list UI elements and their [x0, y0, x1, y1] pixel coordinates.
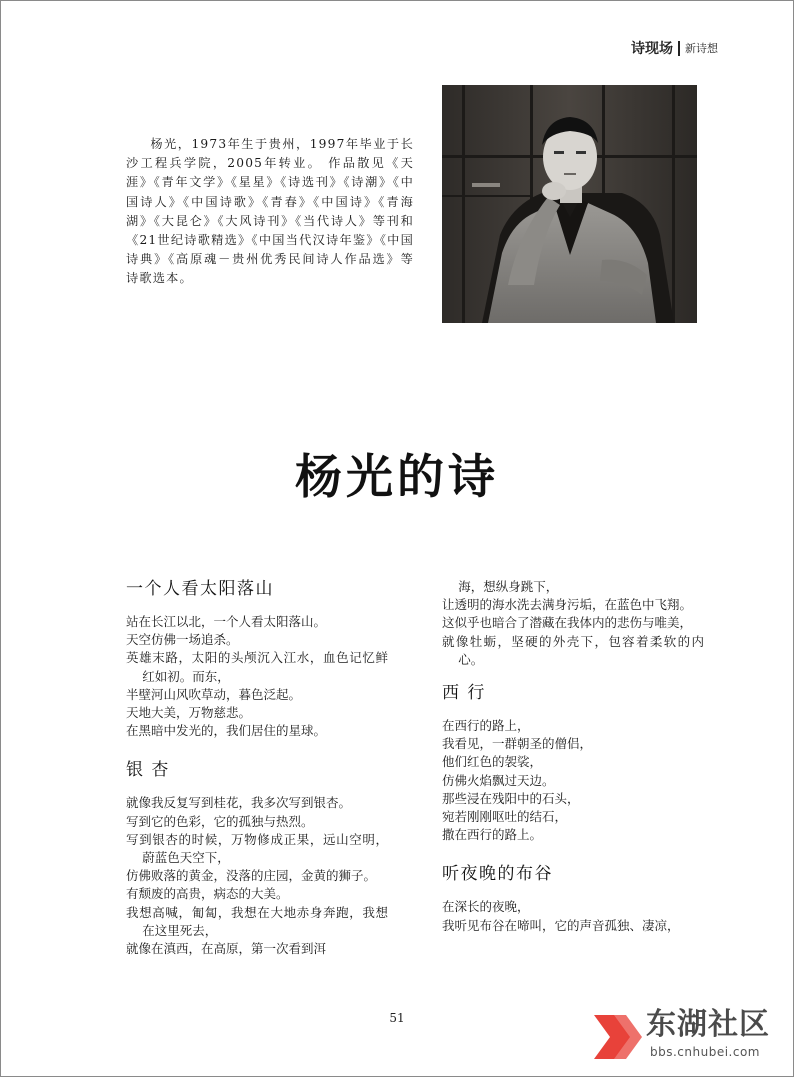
subsection-name: 新诗想 — [685, 42, 718, 55]
poem-line: 那些浸在残阳中的石头， — [442, 790, 580, 806]
poem-line: 宛若刚刚呕吐的结石， — [442, 809, 568, 825]
poem-title: 银 杏 — [126, 760, 170, 781]
poem-line: 站在长江以北，一个人看太阳落山。 — [126, 614, 327, 629]
poem-line: 在深长的夜晚， — [442, 899, 530, 915]
poem-line: 仿佛败落的黄金，没落的庄园，金黄的狮子。 — [126, 868, 377, 884]
poem-line: 就像牡蛎，坚硬的外壳下，包容着柔软的内心。 — [442, 633, 704, 667]
poem-line: 他们红色的袈裟， — [442, 754, 543, 770]
poem-line: 我听见布谷在啼叫，它的声音孤独、凄凉， — [442, 917, 680, 933]
poem-line: 海，想纵身跳下， — [458, 579, 559, 594]
poem-line: 有颓废的高贵，病态的大美。 — [126, 886, 289, 902]
poem-line: 半壁河山风吹草动，暮色泛起。 — [126, 686, 302, 702]
poem-line: 就像在滇西，在高原，第一次看到洱 — [126, 941, 327, 957]
page-title: 杨光的诗 — [295, 450, 499, 505]
poem-title: 听夜晚的布谷 — [442, 864, 553, 885]
author-bio: 杨光，1973年生于贵州，1997年毕业于长沙工程兵学院，2005年转业。 作品散见《天涯》《青年文学》《星星》《诗选刊》《诗潮》《中国诗人》《中国诗歌》《青春》《中国诗》《青海湖》《大昆仑》《大风诗刊》《当代诗人》等刊和《21世纪诗歌精选》《中国当代汉诗年鉴》《中国诗典》《高原魂－贵州优秀民间诗人作品选》等诗歌选本。 — [126, 137, 414, 286]
poem-line: 英雄末路，太阳的头颅沉入江水，血色记忆鲜红如初。而东， — [126, 650, 388, 684]
poem-line: 天空仿佛一场追杀。 — [126, 632, 239, 648]
watermark-url: bbs.cnhubei.com — [650, 1045, 760, 1059]
poem-title: 一个人看太阳落山 — [126, 579, 274, 599]
poem-line: 撒在西行的路上。 — [442, 827, 543, 843]
right-column — [442, 578, 704, 935]
poem-line: 在西行的路上， — [442, 718, 530, 734]
section-name: 诗现场 — [631, 41, 673, 57]
page-number: 51 — [389, 1011, 405, 1025]
poem-line: 写到它的色彩，它的孤独与热烈。 — [126, 813, 314, 829]
poem-line: 我看见，一群朝圣的僧侣， — [442, 736, 593, 752]
poem-line: 仿佛火焰飘过天边。 — [442, 772, 555, 788]
poem-line: 天地大美，万物慈悲。 — [126, 705, 252, 721]
watermark-logo-icon — [590, 1007, 646, 1063]
site-watermark — [590, 1005, 770, 1067]
header-divider — [678, 41, 680, 56]
portrait-image — [442, 85, 697, 323]
poem-line: 这似乎也暗合了潜藏在我体内的悲伤与唯美， — [442, 615, 693, 631]
section-header — [631, 38, 718, 58]
poem-line: 就像我反复写到桂花，我多次写到银杏。 — [126, 795, 352, 811]
poem-title: 西 行 — [442, 683, 486, 704]
author-photo — [442, 85, 697, 323]
poem-line: 写到银杏的时候，万物修成正果，远山空明，蔚蓝色天空下， — [126, 831, 388, 866]
poem-line: 让透明的海水洗去满身污垢，在蓝色中飞翔。 — [442, 597, 693, 613]
poem-line: 我想高喊，匍匐，我想在大地赤身奔跑，我想在这里死去， — [126, 904, 388, 938]
left-column — [126, 577, 388, 958]
poem-line: 在黑暗中发光的，我们居住的星球。 — [126, 723, 327, 739]
watermark-name: 东湖社区 — [646, 1007, 770, 1042]
